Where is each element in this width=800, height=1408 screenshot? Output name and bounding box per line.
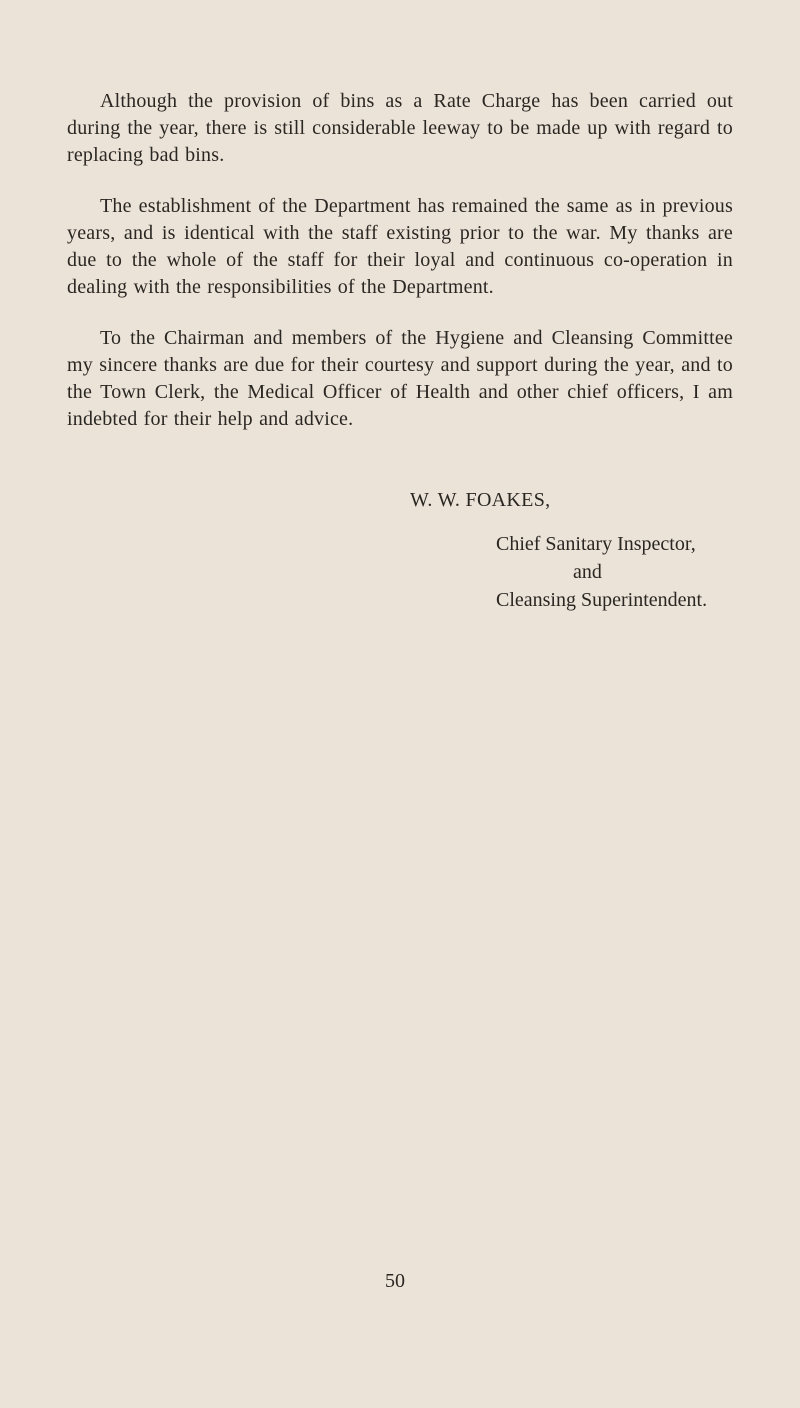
signatory-role: Cleansing Superintendent. xyxy=(496,589,708,611)
page-number: 50 xyxy=(385,1270,405,1292)
paragraph-bins: Although the provision of bins as a Rate Charge has been carried out during the year, there is still considerable leeway to be made up with regard to replacing bad bins. xyxy=(67,90,733,166)
report-body xyxy=(67,88,733,457)
signatory-conjunction: and xyxy=(573,561,602,583)
signatory-title: Chief Sanitary Inspector, xyxy=(496,533,696,555)
paragraph-acknowledgements: To the Chairman and members of the Hygiene and Cleansing Committee my sincere thanks are due for their courtesy and support during the year, and to the Town Clerk, the Medical Officer of Health and other chief officers, I am indebted for their help and advice. xyxy=(67,327,733,430)
paragraph-department-staff: The establishment of the Department has remained the same as in previous years, and is identical with the staff existing prior to the war. My thanks are due to the whole of the staff for their loyal and continuous co-operation in dealing with the responsibilities of the Department. xyxy=(67,195,733,298)
signatory-name: W. W. FOAKES, xyxy=(410,489,551,511)
